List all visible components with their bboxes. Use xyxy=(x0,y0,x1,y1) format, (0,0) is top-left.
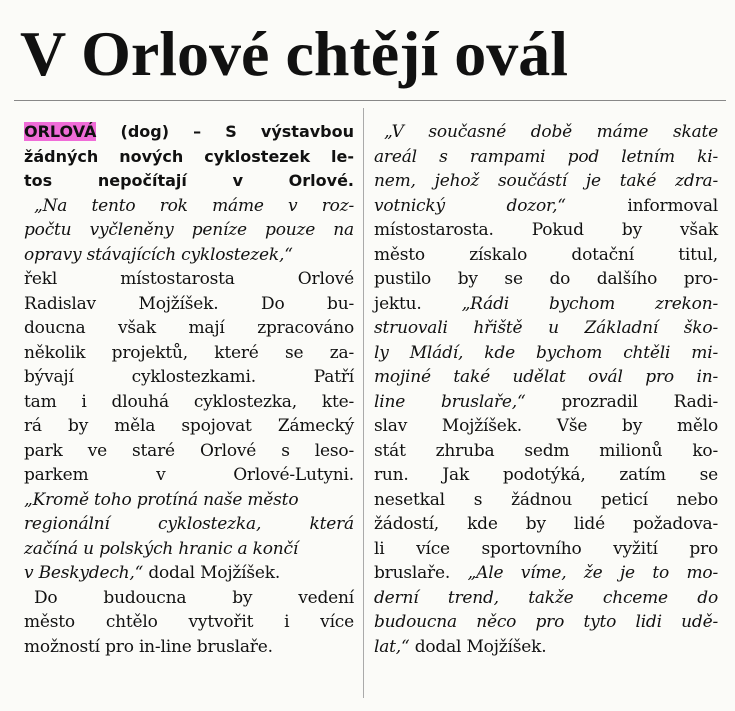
article-line xyxy=(24,365,354,390)
quote-text: line bruslaře,“ xyxy=(374,391,526,412)
headline-rule xyxy=(14,100,726,101)
quote-text: „Rádi bychom zrekon- xyxy=(461,293,718,314)
body-text: prozradil Radi- xyxy=(525,391,719,412)
article-line xyxy=(374,316,718,341)
quote-text: v Beskydech,“ xyxy=(24,563,144,583)
article-line xyxy=(374,390,718,415)
body-text: doucna však mají zpracováno xyxy=(24,318,354,338)
article-line xyxy=(374,512,718,537)
quote-text: „Ale víme, že je to mo- xyxy=(467,563,719,583)
article-line xyxy=(24,194,354,219)
quote-text: budoucna něco pro tyto lidi udě- xyxy=(374,612,718,632)
quote-text: opravy stávajících cyklostezek,“ xyxy=(24,244,293,265)
article-line xyxy=(374,341,718,366)
body-text: rá by měla spojovat Zámecký xyxy=(24,416,354,436)
lead-text: (dog) – S výstavbou xyxy=(96,122,354,141)
article-line xyxy=(24,316,354,341)
body-text: možností pro in-line bruslaře. xyxy=(24,636,273,657)
body-text: slav Mojžíšek. Vše by mělo xyxy=(374,416,718,436)
body-text: nesetkal s žádnou peticí nebo xyxy=(374,489,718,510)
body-text: Do budoucna by vedení xyxy=(34,587,354,608)
article-line xyxy=(24,341,354,366)
quote-text: areál s rampami pod letním ki- xyxy=(374,146,718,167)
quote-text: mojiné také udělat ovál pro in- xyxy=(374,367,718,387)
article-line xyxy=(374,439,718,464)
article-line xyxy=(374,537,718,562)
dateline-highlight: ORLOVÁ xyxy=(24,122,97,141)
body-text: dodal Mojžíšek. xyxy=(143,563,281,583)
article-line xyxy=(24,561,354,586)
article-line xyxy=(24,488,354,513)
quote-text: ly Mládí, kde bychom chtěli mi- xyxy=(374,342,718,363)
quote-text: votnický dozor,“ xyxy=(374,195,566,216)
body-text: informoval xyxy=(565,195,718,216)
article-line xyxy=(24,169,354,194)
article-line xyxy=(374,365,718,390)
column-divider xyxy=(363,108,364,698)
article-line xyxy=(374,610,718,635)
quote-text: nem, jehož součástí je také zdra- xyxy=(374,171,718,191)
body-text: město chtělo vytvořit i více xyxy=(24,612,354,632)
quote-text: struovali hřiště u Základní ško- xyxy=(374,318,718,338)
quote-text: začíná u polských hranic a končí xyxy=(24,538,299,559)
body-text: město získalo dotační titul, xyxy=(374,244,718,265)
article-line xyxy=(24,610,354,635)
body-text: jektu. xyxy=(374,293,462,314)
lead-text: tos nepočítají v Orlové. xyxy=(24,171,354,190)
article-line xyxy=(374,292,718,317)
body-text: tam i dlouhá cyklostezka, kte- xyxy=(24,391,354,412)
article-line xyxy=(374,243,718,268)
quote-text: derní trend, takže chceme do xyxy=(374,587,718,608)
article-column-left xyxy=(24,120,354,659)
article-line xyxy=(374,267,718,292)
article-line xyxy=(24,267,354,292)
quote-text: „Na tento rok máme v roz- xyxy=(34,195,354,216)
article-line xyxy=(24,390,354,415)
article-column-right xyxy=(374,120,718,659)
article-line xyxy=(374,586,718,611)
article-line xyxy=(24,218,354,243)
article-line xyxy=(374,635,718,660)
body-text: žádostí, kde by lidé požadova- xyxy=(374,514,718,534)
article-line xyxy=(24,537,354,562)
article-headline: V Orlové chtějí ovál xyxy=(20,18,569,89)
article-line xyxy=(24,635,354,660)
article-line xyxy=(24,120,354,145)
article-line xyxy=(24,292,354,317)
article-line xyxy=(24,439,354,464)
lead-text: žádných nových cyklostezek le- xyxy=(24,146,354,166)
article-line xyxy=(374,463,718,488)
article-line xyxy=(374,414,718,439)
quote-text: počtu vyčleněny peníze pouze na xyxy=(24,220,354,240)
quote-text: lat,“ xyxy=(374,636,410,657)
body-text: řekl místostarosta Orlové xyxy=(24,269,354,289)
article-line xyxy=(374,145,718,170)
quote-text: regionální cyklostezka, která xyxy=(24,514,354,534)
body-text: bývají cyklostezkami. Patří xyxy=(24,367,354,387)
article-line xyxy=(24,586,354,611)
article-line xyxy=(374,194,718,219)
article-line xyxy=(374,169,718,194)
body-text: Radislav Mojžíšek. Do bu- xyxy=(24,293,354,314)
article-line xyxy=(374,218,718,243)
article-line xyxy=(24,145,354,170)
body-text: pustilo by se do dalšího pro- xyxy=(374,269,718,289)
body-text: několik projektů, které se za- xyxy=(24,342,354,363)
article-line xyxy=(374,561,718,586)
quote-text: „Kromě toho protíná naše město xyxy=(24,489,299,510)
article-line xyxy=(24,463,354,488)
body-text: li více sportovního vyžití pro xyxy=(374,538,718,559)
article-line xyxy=(24,243,354,268)
body-text: bruslaře. xyxy=(374,563,468,583)
body-text: run. Jak podotýká, zatím se xyxy=(374,465,718,485)
body-text: stát zhruba sedm milionů ko- xyxy=(374,440,718,461)
article-line xyxy=(24,414,354,439)
body-text: parkem v Orlové-Lutyni. xyxy=(24,465,354,485)
quote-text: „V současné době máme skate xyxy=(384,122,718,142)
body-text: dodal Mojžíšek. xyxy=(409,636,547,657)
body-text: místostarosta. Pokud by však xyxy=(374,220,718,240)
body-text: park ve staré Orlové s leso- xyxy=(24,440,354,461)
article-line xyxy=(24,512,354,537)
article-line xyxy=(374,488,718,513)
article-line xyxy=(374,120,718,145)
